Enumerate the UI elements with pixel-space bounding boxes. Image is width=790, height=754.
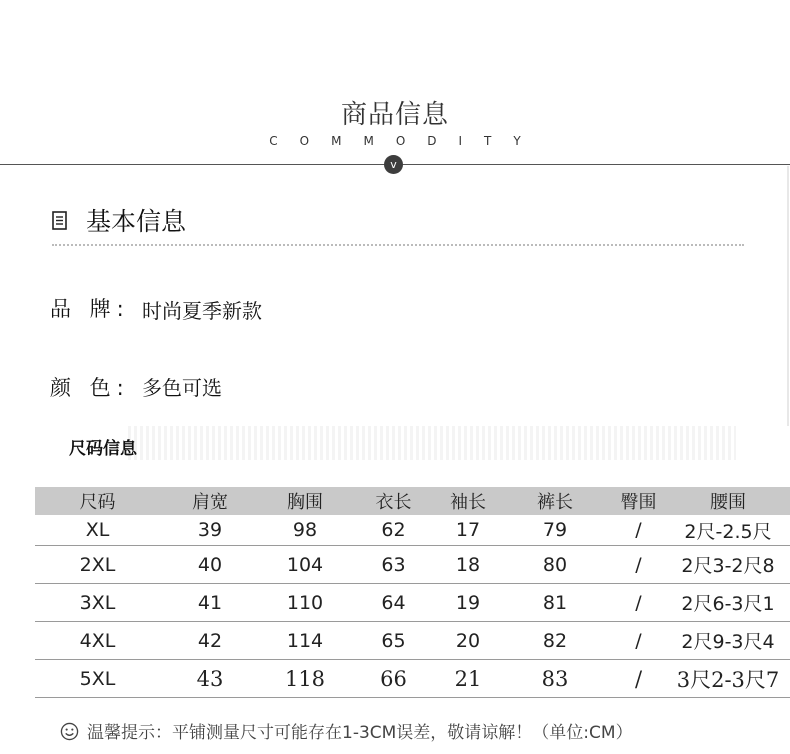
column-header: 衣长 — [350, 487, 437, 515]
table-cell: 3尺2-3尺7 — [666, 660, 790, 698]
column-header: 臀围 — [611, 487, 666, 515]
column-header: 裤长 — [499, 487, 611, 515]
table-cell: 5XL — [35, 660, 160, 698]
table-cell: 82 — [499, 622, 611, 660]
table-cell: 79 — [499, 515, 611, 546]
column-header: 腰围 — [666, 487, 790, 515]
column-header: 胸围 — [260, 487, 350, 515]
table-cell: 21 — [437, 660, 499, 698]
edge-shadow — [787, 166, 789, 426]
table-row — [35, 622, 790, 660]
table-cell: 64 — [350, 584, 437, 622]
table-row — [35, 660, 790, 698]
column-header: 肩宽 — [160, 487, 260, 515]
table-cell: XL — [35, 515, 160, 546]
table-cell: / — [611, 660, 666, 698]
table-cell: 3XL — [35, 584, 160, 622]
table-cell: 63 — [350, 546, 437, 584]
table-cell: / — [611, 515, 666, 546]
document-icon — [52, 211, 67, 230]
smiley-icon — [60, 722, 79, 741]
table-row — [35, 546, 790, 584]
background-texture — [128, 426, 736, 460]
color-value: 多色可选 — [142, 376, 222, 400]
table-cell: 19 — [437, 584, 499, 622]
table-cell: 2尺3-2尺8 — [666, 546, 790, 584]
color-label: 颜 色: — [50, 376, 130, 400]
table-cell: 2XL — [35, 546, 160, 584]
table-cell: 62 — [350, 515, 437, 546]
table-cell: 42 — [160, 622, 260, 660]
table-cell: 104 — [260, 546, 350, 584]
size-info-title: 尺码信息 — [69, 439, 137, 459]
chevron-down-icon: v — [384, 155, 403, 174]
table-cell: / — [611, 546, 666, 584]
column-header: 袖长 — [437, 487, 499, 515]
table-cell: 2尺6-3尺1 — [666, 584, 790, 622]
table-cell: 41 — [160, 584, 260, 622]
table-row — [35, 515, 790, 546]
table-cell: 18 — [437, 546, 499, 584]
table-cell: 4XL — [35, 622, 160, 660]
table-cell: 17 — [437, 515, 499, 546]
table-cell: 2尺9-3尺4 — [666, 622, 790, 660]
table-cell: / — [611, 584, 666, 622]
dotted-divider — [52, 244, 744, 246]
table-header-row — [35, 487, 790, 515]
table-cell: 81 — [499, 584, 611, 622]
table-cell: 114 — [260, 622, 350, 660]
size-table — [35, 487, 790, 698]
brand-value: 时尚夏季新款 — [142, 299, 262, 323]
table-cell: 80 — [499, 546, 611, 584]
brand-label: 品 牌: — [50, 297, 130, 321]
table-cell: 110 — [260, 584, 350, 622]
column-header: 尺码 — [35, 487, 160, 515]
table-cell: 118 — [260, 660, 350, 698]
note-text: 温馨提示：平铺测量尺寸可能存在1-3CM误差，敬请谅解！（单位:CM） — [87, 723, 633, 743]
table-cell: 98 — [260, 515, 350, 546]
table-row — [35, 584, 790, 622]
table-cell: / — [611, 622, 666, 660]
page-subtitle: COMMODITY — [269, 134, 543, 148]
table-cell: 40 — [160, 546, 260, 584]
page-title: 商品信息 — [340, 100, 449, 130]
table-cell: 65 — [350, 622, 437, 660]
table-cell: 43 — [160, 660, 260, 698]
table-cell: 83 — [499, 660, 611, 698]
table-cell: 20 — [437, 622, 499, 660]
size-note — [60, 718, 633, 743]
table-cell: 2尺-2.5尺 — [666, 515, 790, 546]
basic-info-title: 基本信息 — [86, 207, 187, 236]
table-cell: 39 — [160, 515, 260, 546]
table-cell: 66 — [350, 660, 437, 698]
